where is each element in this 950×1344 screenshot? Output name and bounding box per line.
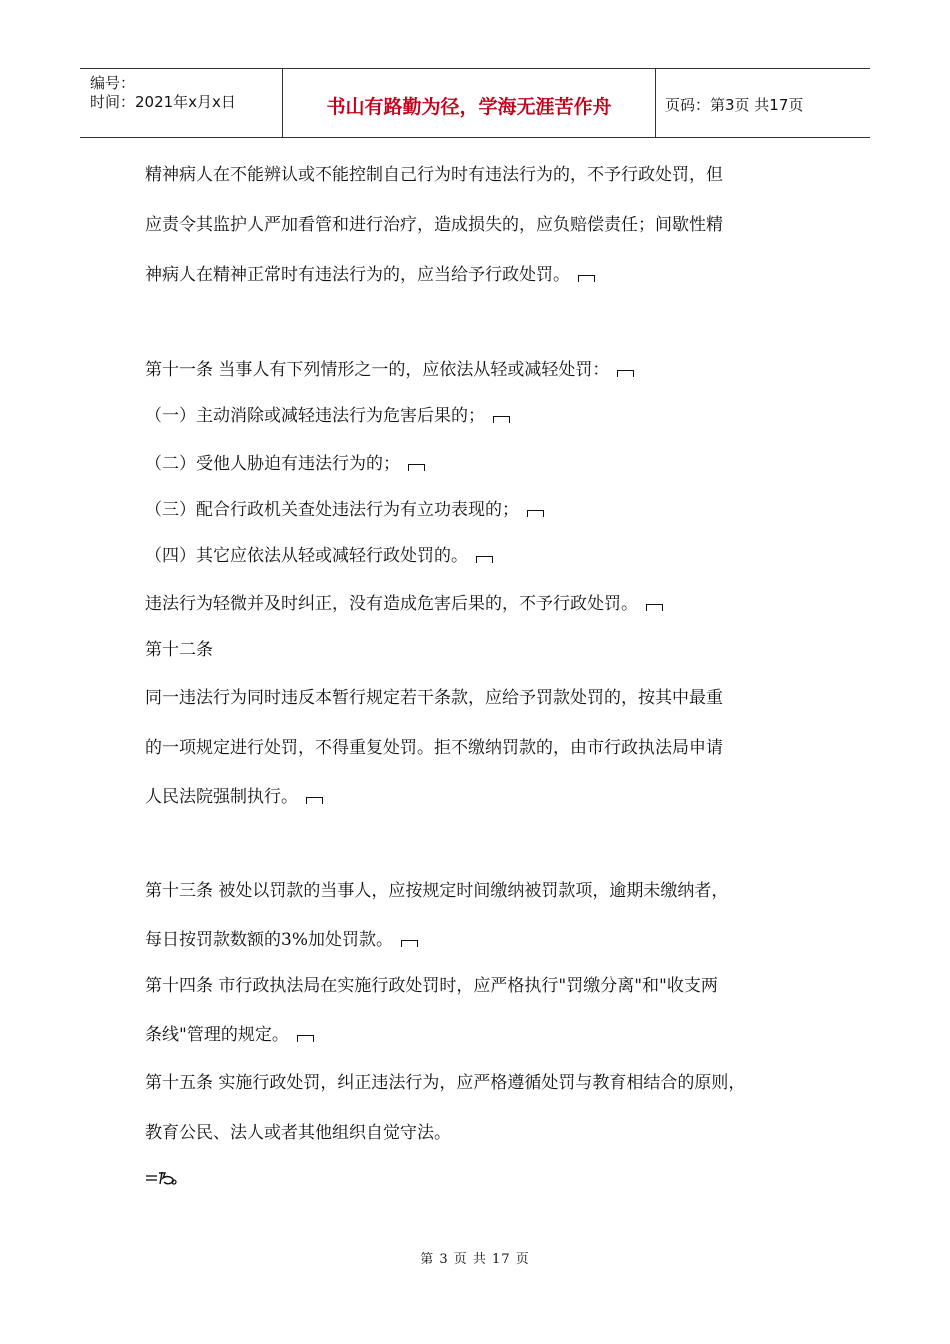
paragraph-line: 每日按罚款数额的3%加处罚款。 bbox=[145, 925, 418, 950]
paragraph-line: 条线"管理的规定。 bbox=[145, 1020, 314, 1045]
paragraph-line: 精神病人在不能辨认或不能控制自己行为时有违法行为的，不予行政处罚，但 bbox=[145, 165, 723, 185]
paragraph-mark-icon bbox=[646, 604, 663, 611]
motto-text: 书山有路勤为径，学海无涯苦作舟 bbox=[326, 96, 612, 118]
paragraph-mark-icon bbox=[297, 1035, 314, 1042]
paragraph-line: 同一违法行为同时违反本暂行规定若干条款，应给予罚款处罚的，按其中最重 bbox=[145, 688, 723, 708]
paragraph-mark-icon bbox=[493, 416, 510, 423]
list-item: （三）配合行政机关查处违法行为有立功表现的； bbox=[145, 495, 544, 520]
list-item: （四）其它应依法从轻或减轻行政处罚的。 bbox=[145, 541, 493, 566]
page-footer: 第 3 页 共 17 页 bbox=[420, 1252, 530, 1267]
paragraph-mark-icon bbox=[306, 797, 323, 804]
number-label: 编号： bbox=[90, 74, 136, 92]
document-header bbox=[80, 68, 870, 138]
page-info: 页码：第3页 共17页 bbox=[665, 96, 804, 114]
paragraph-line: 教育公民、法人或者其他组织自觉守法。 bbox=[145, 1123, 451, 1143]
time-label: 时间：2021年x月x日 bbox=[90, 93, 236, 111]
list-item: （一）主动消除或减轻违法行为危害后果的； bbox=[145, 401, 510, 426]
paragraph-mark-icon bbox=[401, 940, 418, 947]
article-14-line: 第十四条 市行政执法局在实施行政处罚时，应严格执行"罚缴分离"和"收支两 bbox=[145, 976, 718, 996]
article-15-line: 第十五条 实施行政处罚，纠正违法行为，应严格遵循处罚与教育相结合的原则， bbox=[145, 1073, 746, 1093]
header-page-cell bbox=[655, 69, 870, 137]
paragraph-line: 违法行为轻微并及时纠正，没有造成危害后果的，不予行政处罚。 bbox=[145, 589, 663, 614]
header-motto-cell bbox=[282, 69, 656, 137]
paragraph-mark-icon bbox=[617, 370, 634, 377]
decorative-glyph-icon bbox=[145, 1168, 185, 1192]
paragraph-mark-icon bbox=[408, 464, 425, 471]
header-meta bbox=[80, 69, 282, 137]
article-11-heading: 第十一条 当事人有下列情形之一的，应依法从轻或减轻处罚： bbox=[145, 355, 634, 380]
paragraph-mark-icon bbox=[578, 275, 595, 282]
paragraph-line: 人民法院强制执行。 bbox=[145, 782, 323, 807]
paragraph-mark-icon bbox=[527, 510, 544, 517]
paragraph-mark-icon bbox=[476, 556, 493, 563]
list-item: （二）受他人胁迫有违法行为的； bbox=[145, 449, 425, 474]
paragraph-line: 应责令其监护人严加看管和进行治疗，造成损失的，应负赔偿责任；间歇性精 bbox=[145, 215, 723, 235]
paragraph-line: 神病人在精神正常时有违法行为的，应当给予行政处罚。 bbox=[145, 260, 595, 285]
article-12-heading: 第十二条 bbox=[145, 640, 213, 660]
paragraph-line: 的一项规定进行处罚，不得重复处罚。拒不缴纳罚款的，由市行政执法局申请 bbox=[145, 738, 723, 758]
article-13-line: 第十三条 被处以罚款的当事人，应按规定时间缴纳被罚款项，逾期未缴纳者， bbox=[145, 881, 729, 901]
